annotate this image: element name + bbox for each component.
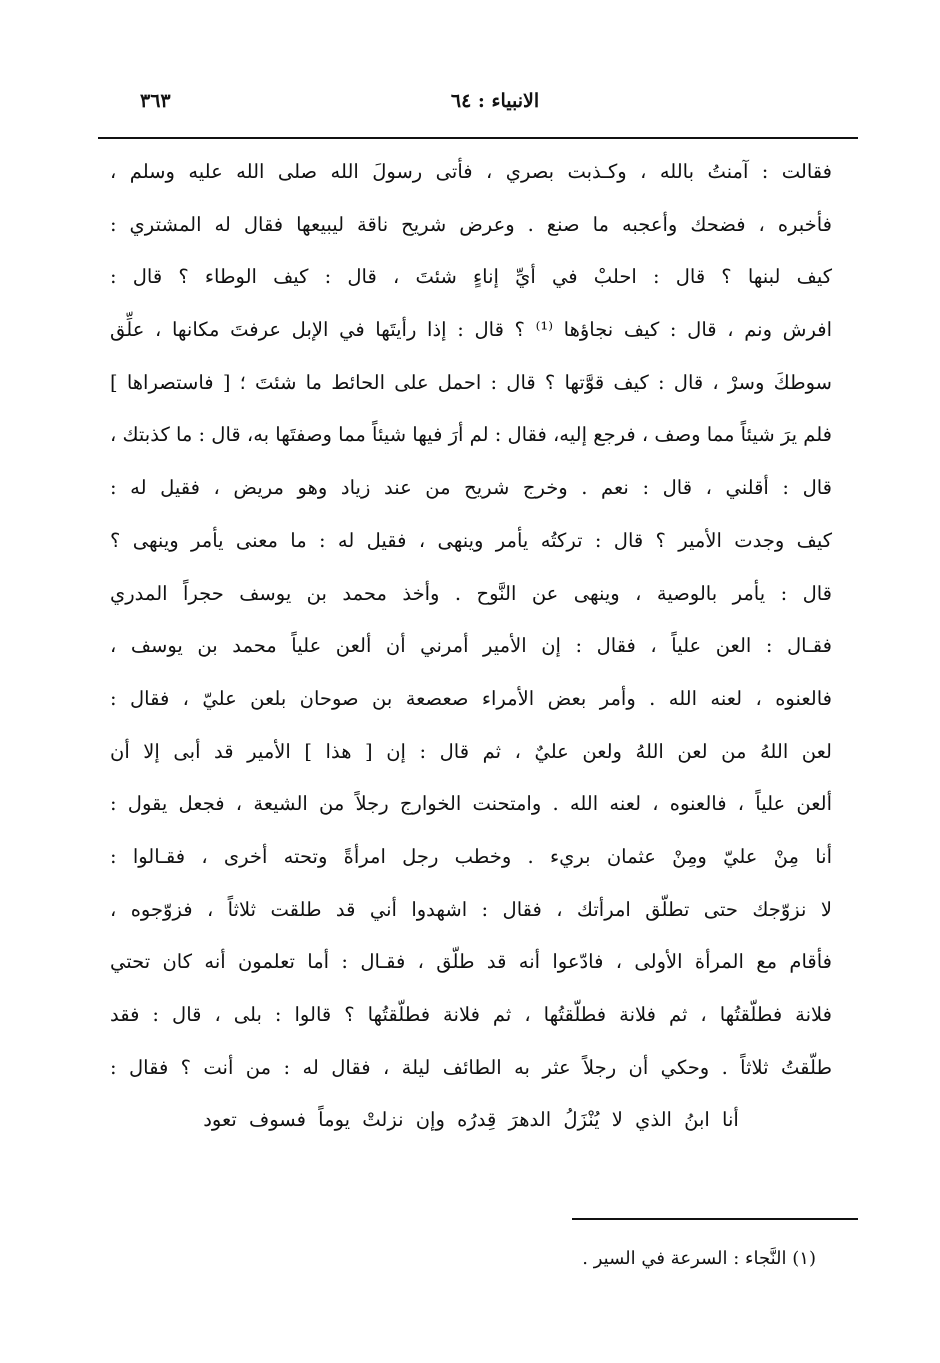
- header-rule: [98, 137, 858, 139]
- text-line: قال : أقلني ، قال : نعم . وخرج شريح من عند زياد وهو مريض ، فقيل له :: [110, 476, 832, 500]
- text-line: طلّقتُ ثلاثاً . وحكي أن رجلاً عثر به الطائف ليلة ، فقال له : من أنت ؟ فقال :: [110, 1055, 832, 1079]
- text-line: فقـال : العن علياً ، فقال : إن الأمير أمرني أن ألعن علياً محمد بن يوسف ،: [110, 634, 832, 658]
- text-line: فأقام مع المرأة الأولى ، فادّعوا أنه قد طلّق ، فقـال : أما تعلمون أنه كان تحتي: [110, 950, 832, 974]
- footnote: (١) النَّجاء : السرعة في السير .: [582, 1248, 816, 1269]
- text-line: لا نزوّجك حتى تطلّق امرأتك ، فقال : اشهدوا أني قد طلقت ثلاثاً ، فزوّجوه ،: [110, 897, 832, 921]
- running-header: [140, 86, 850, 126]
- text-line: فلانة فطلّقتُها ، ثم فلانة فطلّقتُها ، ثم فلانة فطلّقتُها ؟ قالوا : بلى ، قال : فقد: [110, 1003, 832, 1026]
- text-line: فالعنوه ، لعنه الله . وأمر بعض الأمراء صعصعة بن صوحان بلعن عليّ ، فقال :: [110, 686, 832, 710]
- text-line: ألعن علياً ، فالعنوه ، لعنه الله . وامتحنت الخوارج رجلاً من الشيعة ، فجعل يقول :: [110, 792, 832, 816]
- text-line: فأخبره ، فضحك وأعجبه ما صنع . وعرض شريح ناقة ليبيعها فقال له المشتري :: [110, 212, 832, 236]
- text-line: كيف وجدت الأمير ؟ قال : تركتُه يأمر وينهى ، فقيل له : ما معنى يأمر وينهى ؟: [110, 528, 832, 552]
- text-line: أنا مِنْ عليّ ومِنْ عثمان بريء . وخطب رجل امرأةً وتحته أخرى ، فقـالوا :: [110, 844, 832, 868]
- text-line: قال : يأمر بالوصية ، وينهى عن النَّوح . وأخذ محمد بن يوسف حجراً المدري: [110, 581, 832, 605]
- text-line: كيف لبنها ؟ قال : احلبْ في أيِّ إناءٍ شئتَ ، قال : كيف الوطاء ؟ قال :: [110, 265, 832, 289]
- running-title: الانبياء : ٦٤: [450, 90, 540, 112]
- footnote-rule: [572, 1218, 858, 1220]
- page-number: ٣٦٣: [140, 90, 171, 112]
- body-text: [110, 146, 832, 1147]
- verse-line: أنا ابنُ الذي لا يُنْزَلُ الدهرَ قِدرُه وإن نزلتْ يوماً فسوف تعود: [203, 1108, 739, 1132]
- text-line: افرش ونم ، قال : كيف نجاؤها ⁽¹⁾ ؟ قال : إذا رأيتَها في الإبل عرفتَ مكانها ، علِّق: [110, 318, 832, 342]
- text-line: فلم يرَ شيئاً مما وصف ، فرجع إليه، فقال : لم أرَ فيها شيئاً مما وصفتَها به، قال : ما كذبتك ،: [109, 423, 832, 447]
- text-line: لعن اللهُ من لعن اللهُ ولعن عليٌ ، ثم قال : إن [ هذا ] الأمير قد أبى إلا أن: [110, 739, 832, 763]
- text-line: سوطكَ وسرْ ، قال : كيف قوَّتها ؟ قال : احمل على الحائط ما شئتَ ؛ [ فاستصراها ]: [110, 370, 832, 394]
- text-line: فقالت : آمنتُ بالله ، وكـذبت بصري ، فأتى رسولَ الله صلى الله عليه وسلم ،: [110, 160, 832, 183]
